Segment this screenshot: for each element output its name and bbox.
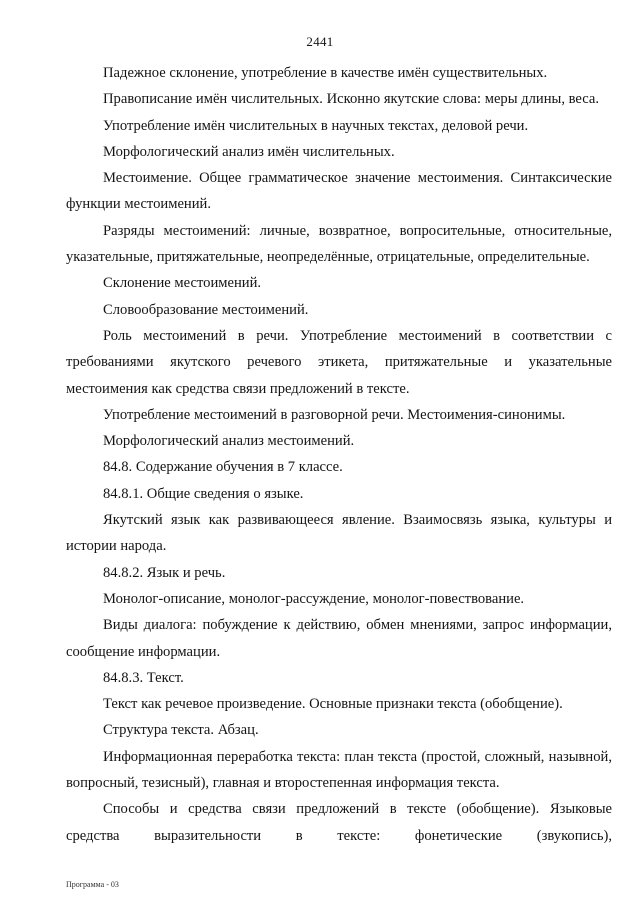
section-heading: 84.8.1. Общие сведения о языке. bbox=[103, 485, 304, 502]
paragraph: Употребление имён числительных в научных текстах, деловой речи. bbox=[103, 117, 529, 134]
paragraph: Падежное склонение, употребление в качестве имён существительных. bbox=[103, 65, 548, 81]
document-body bbox=[66, 60, 612, 849]
paragraph: Морфологический анализ имён числительных. bbox=[103, 143, 395, 160]
section-heading: 84.8.3. Текст. bbox=[103, 669, 184, 686]
paragraph: Текст как речевое произведение. Основные признаки текста (обобщение). bbox=[103, 696, 563, 713]
paragraph: Виды диалога: побуждение к действию, обмен мнениями, запрос информации, сообщение информации. bbox=[66, 617, 612, 660]
paragraph: Употребление местоимений в разговорной речи. Местоимения-синонимы. bbox=[103, 406, 566, 423]
section-heading: 84.8.2. Язык и речь. bbox=[103, 564, 226, 581]
paragraph: Разряды местоимений: личные, возвратное, вопросительные, относительные, указательные, притяжательные, неопределённые, отрицательные, определительные. bbox=[66, 222, 612, 266]
paragraph: Информационная переработка текста: план текста (простой, сложный, назывной, вопросный, тезисный), главная и второстепенная информация текста. bbox=[66, 748, 612, 792]
paragraph: Структура текста. Абзац. bbox=[103, 722, 259, 739]
paragraph: Якутский язык как развивающееся явление. Взаимосвязь языка, культуры и истории народа. bbox=[66, 512, 612, 555]
paragraph: Роль местоимений в речи. Употребление местоимений в соответствии с требованиями якутского речевого этикета, притяжательные и указательные местоимения как средства связи предложений в тексте. bbox=[66, 327, 612, 397]
paragraph: Склонение местоимений. bbox=[103, 275, 262, 292]
paragraph: Способы и средства связи предложений в тексте (обобщение). Языковые средства выразительности в тексте: фонетические (звукопись), bbox=[66, 801, 612, 844]
paragraph: Монолог-описание, монолог-рассуждение, монолог-повествование. bbox=[103, 590, 525, 607]
paragraph: Местоимение. Общее грамматическое значение местоимения. Синтаксические функции местоимений. bbox=[66, 170, 612, 213]
paragraph: Словообразование местоимений. bbox=[103, 301, 309, 318]
section-heading: 84.8. Содержание обучения в 7 классе. bbox=[103, 459, 343, 476]
paragraph: Морфологический анализ местоимений. bbox=[103, 433, 355, 450]
footer-label: Программа - 03 bbox=[66, 880, 119, 889]
page-number: 2441 bbox=[306, 34, 334, 49]
paragraph: Правописание имён числительных. Исконно якутские слова: меры длины, веса. bbox=[103, 91, 600, 108]
